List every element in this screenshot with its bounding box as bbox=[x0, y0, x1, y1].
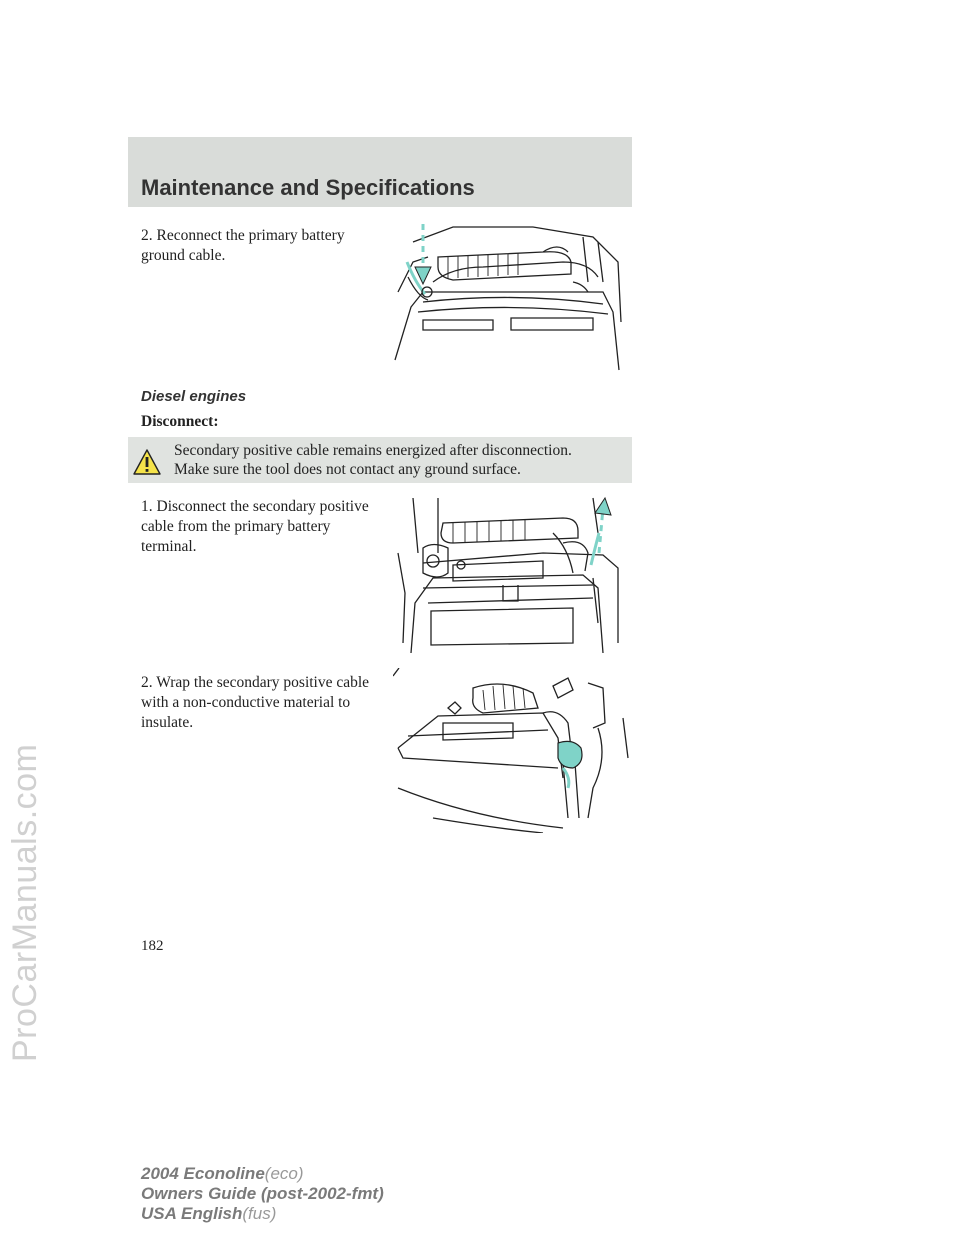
footer-language: USA English bbox=[141, 1204, 243, 1223]
warning-text: Secondary positive cable remains energized after disconnection. Make sure the tool does not contact any ground surface. bbox=[174, 442, 572, 478]
footer-line-2 bbox=[141, 1184, 384, 1204]
secondary-cable-disconnect-illustration bbox=[393, 493, 633, 655]
footer-line-1 bbox=[141, 1164, 304, 1184]
diesel-engines-heading: Diesel engines bbox=[141, 388, 247, 405]
step-reconnect-text: 2. Reconnect the primary battery ground cable. bbox=[141, 227, 345, 264]
section-title: Maintenance and Specifications bbox=[141, 175, 475, 200]
footer-model: 2004 Econoline bbox=[141, 1164, 265, 1183]
footer-line-3 bbox=[141, 1204, 276, 1224]
cable-insulation-illustration bbox=[393, 668, 633, 833]
step-1-text: 1. Disconnect the secondary positive cable from the primary battery terminal. bbox=[141, 498, 369, 555]
battery-ground-cable-illustration bbox=[393, 222, 633, 372]
footer-guide: Owners Guide (post-2002-fmt) bbox=[141, 1184, 384, 1203]
footer-language-code: (fus) bbox=[242, 1204, 277, 1223]
warning-triangle-icon bbox=[133, 449, 161, 475]
step-2-text: 2. Wrap the secondary positive cable with a non-conductive material to insulate. bbox=[141, 674, 370, 731]
watermark bbox=[0, 0, 60, 1242]
page-number: 182 bbox=[141, 938, 164, 954]
footer-model-code: (eco) bbox=[264, 1164, 304, 1183]
watermark-text: ProCarManuals.com bbox=[6, 743, 44, 1062]
disconnect-label: Disconnect: bbox=[141, 413, 219, 430]
